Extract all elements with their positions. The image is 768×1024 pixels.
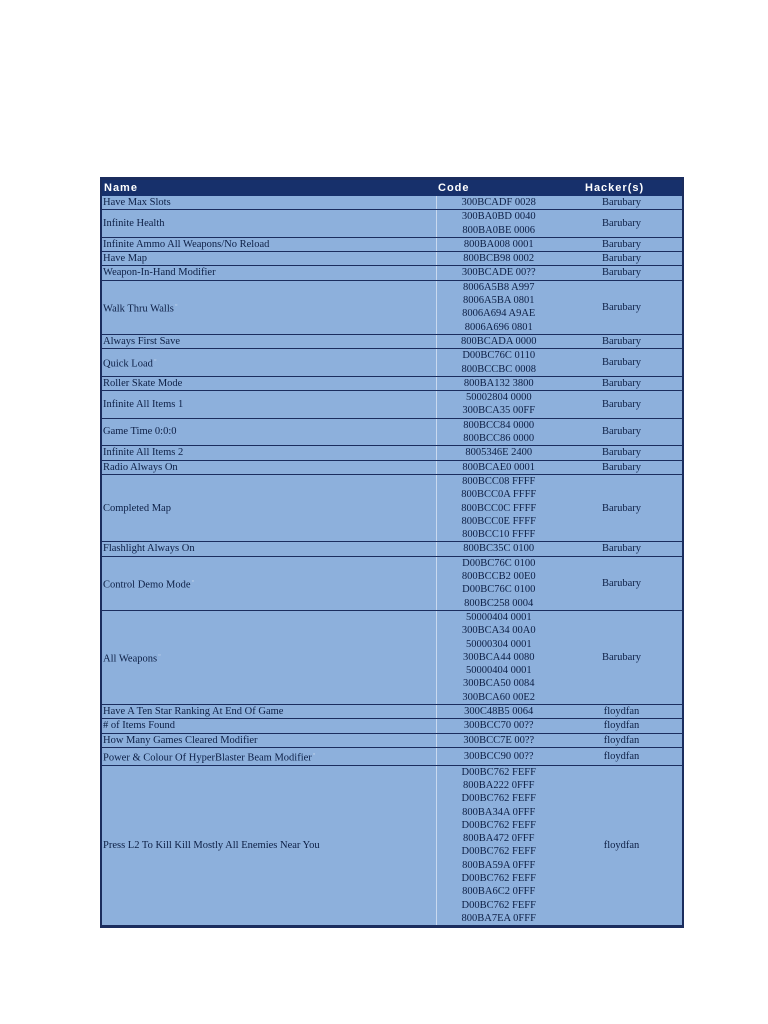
code-line: 300BCA34 00A0 [461, 625, 536, 637]
code-line: D00BC762 FEFF [461, 766, 536, 778]
code-line: 800BA008 0001 [463, 238, 534, 250]
cell-code [436, 418, 560, 446]
code-line: 800BCB98 0002 [463, 253, 535, 265]
cell-hacker: Barubary [560, 376, 682, 390]
code-line: 8006A5BA 0801 [463, 295, 535, 307]
code-line: 800BCADA 0000 [460, 335, 537, 347]
code-line: 800BA7EA 0FFF [461, 912, 536, 924]
cell-code [436, 349, 560, 377]
cell-hacker: Barubary [560, 266, 682, 280]
cell-name [102, 747, 436, 765]
code-line: 800BA0BE 0006 [462, 224, 536, 236]
cell-code [436, 474, 560, 541]
cell-hacker: Barubary [560, 474, 682, 541]
code-line: 800BCC84 0000 [463, 419, 535, 431]
cell-hacker: Barubary [560, 460, 682, 474]
cell-hacker: Barubary [560, 196, 682, 210]
code-line: D00BC762 FEFF [461, 899, 536, 911]
cell-name [102, 266, 436, 280]
cheat-name: Roller Skate Mode [103, 377, 183, 389]
cell-name [102, 610, 436, 704]
cell-name [102, 210, 436, 238]
cell-hacker: Barubary [560, 210, 682, 238]
cheat-name: Infinite Health [103, 217, 165, 229]
code-line: 800BC258 0004 [464, 597, 534, 609]
cell-code [436, 252, 560, 266]
table-row [102, 252, 682, 266]
cell-code [436, 460, 560, 474]
comment-marker-icon: ▫ [174, 300, 178, 309]
cheat-name: How Many Games Cleared Modifier [103, 734, 258, 746]
comment-marker-icon: ▫ [191, 576, 194, 585]
cheat-name: Flashlight Always On [103, 543, 195, 555]
code-line: 800BCC10 FFFF [462, 529, 536, 541]
cell-name [102, 446, 436, 460]
table-row [102, 349, 682, 377]
code-line: 800BCAE0 0001 [462, 461, 536, 473]
code-line: 300BCA50 0084 [463, 678, 535, 690]
cheat-name: # of Items Found [103, 720, 176, 732]
cell-code [436, 334, 560, 348]
table-row [102, 210, 682, 238]
cell-name [102, 280, 436, 334]
cheat-name: Have A Ten Star Ranking At End Of Game [103, 705, 284, 717]
cell-hacker: Barubary [560, 334, 682, 348]
comment-marker-icon: ▫ [158, 651, 161, 660]
cheat-name: Completed Map [103, 502, 171, 514]
cell-name [102, 391, 436, 419]
code-line: 300BCADF 0028 [461, 197, 536, 208]
code-line: 800BA34A 0FFF [462, 806, 536, 818]
code-line: 800BCC08 FFFF [462, 475, 536, 487]
cell-name [102, 418, 436, 446]
cell-name [102, 765, 436, 926]
cell-code [436, 747, 560, 765]
code-line: 300BCC90 00?? [463, 750, 534, 762]
cheat-name: All Weapons [103, 653, 158, 665]
cheat-name: Always First Save [103, 335, 180, 347]
table-row [102, 266, 682, 280]
code-line: 800BA59A 0FFF [462, 859, 536, 871]
table-row [102, 376, 682, 390]
column-header-name: Name [102, 180, 436, 196]
code-line: 300BCA35 00FF [462, 405, 536, 417]
cheat-name: Game Time 0:0:0 [103, 426, 177, 438]
cell-hacker: floydfan [560, 704, 682, 718]
cheat-name: Infinite Ammo All Weapons/No Reload [103, 238, 270, 250]
table-row [102, 237, 682, 251]
cell-name [102, 196, 436, 210]
code-line: D00BC762 FEFF [461, 793, 536, 805]
table-row [102, 733, 682, 747]
code-line: 300BCADE 00?? [461, 267, 536, 279]
cell-name [102, 542, 436, 556]
cell-hacker: Barubary [560, 610, 682, 704]
code-line: D00BC76C 0110 [462, 350, 536, 362]
cell-code [436, 733, 560, 747]
comment-marker-icon: ▫ [312, 749, 316, 758]
cell-code [436, 446, 560, 460]
cell-hacker: Barubary [560, 446, 682, 460]
cheat-name: Power & Colour Of HyperBlaster Beam Modifier [103, 752, 312, 764]
cell-name [102, 349, 436, 377]
cell-hacker: floydfan [560, 765, 682, 926]
code-line: D00BC76C 0100 [462, 557, 536, 569]
cell-code [436, 704, 560, 718]
cell-code [436, 237, 560, 251]
table-row [102, 418, 682, 446]
code-line: D00BC762 FEFF [461, 873, 536, 885]
code-line: 8006A696 0801 [464, 321, 533, 333]
code-line: 300C48B5 0064 [464, 705, 534, 717]
code-line: 8006A694 A9AE [462, 308, 536, 320]
code-line: 300BCC7E 00?? [463, 734, 535, 746]
cell-name [102, 334, 436, 348]
code-line: D00BC76C 0100 [462, 584, 536, 596]
code-line: 800BCCBC 0008 [461, 363, 536, 375]
table-row [102, 391, 682, 419]
cell-hacker: Barubary [560, 252, 682, 266]
cell-name [102, 733, 436, 747]
cell-code [436, 376, 560, 390]
code-line: 300BCC70 00?? [463, 720, 534, 732]
cheat-name: Infinite All Items 1 [103, 398, 184, 410]
header-row [102, 180, 682, 196]
table-row [102, 765, 682, 926]
table-row [102, 719, 682, 733]
cheat-name: Have Map [103, 253, 148, 265]
cell-hacker: floydfan [560, 719, 682, 733]
cell-name [102, 704, 436, 718]
cell-hacker: floydfan [560, 747, 682, 765]
cell-code [436, 196, 560, 210]
cell-name [102, 376, 436, 390]
cheat-name: Weapon-In-Hand Modifier [103, 267, 216, 279]
cell-hacker: Barubary [560, 556, 682, 610]
cheat-name: Press L2 To Kill Kill Mostly All Enemies Near You [103, 839, 320, 851]
column-header-hackers: Hacker(s) [560, 180, 682, 196]
table-row [102, 446, 682, 460]
code-line: 800BA132 3800 [463, 377, 534, 389]
code-line: 800BCC0C FFFF [461, 502, 537, 514]
cheat-codes-table [102, 180, 682, 926]
code-line: 8006A5B8 A997 [463, 281, 535, 293]
code-line: 300BA0BD 0040 [461, 211, 536, 223]
column-header-code: Code [436, 180, 560, 196]
table-row [102, 474, 682, 541]
cheat-name: Walk Thru Walls [103, 303, 174, 315]
cheat-name: Quick Load [103, 358, 153, 370]
cell-name [102, 719, 436, 733]
cell-hacker: Barubary [560, 542, 682, 556]
cell-hacker: Barubary [560, 418, 682, 446]
cell-hacker: Barubary [560, 237, 682, 251]
code-line: 800BCC86 0000 [463, 433, 535, 445]
cell-name [102, 252, 436, 266]
cheat-name: Radio Always On [103, 461, 178, 473]
code-line: 800BA222 0FFF [463, 779, 535, 791]
cell-hacker: Barubary [560, 280, 682, 334]
cell-name [102, 460, 436, 474]
code-line: 800BC35C 0100 [463, 543, 535, 555]
cell-name [102, 237, 436, 251]
table-row [102, 542, 682, 556]
code-line: D00BC762 FEFF [461, 819, 536, 831]
table-row [102, 556, 682, 610]
code-line: 50000404 0001 [465, 665, 532, 677]
cell-hacker: Barubary [560, 391, 682, 419]
code-line: 50000404 0001 [465, 611, 532, 623]
cell-code [436, 280, 560, 334]
table-row [102, 704, 682, 718]
cell-code [436, 610, 560, 704]
table-row [102, 280, 682, 334]
table-body [102, 196, 682, 926]
code-line: D00BC762 FEFF [461, 846, 536, 858]
cheat-codes-table-panel [100, 177, 684, 928]
table-row [102, 460, 682, 474]
code-line: 800BCCB2 00E0 [461, 571, 536, 583]
table-row [102, 334, 682, 348]
code-line: 800BA6C2 0FFF [462, 886, 536, 898]
cell-name [102, 474, 436, 541]
cheat-name: Have Max Slots [103, 197, 171, 208]
cell-code [436, 210, 560, 238]
code-line: 300BCA44 0080 [463, 651, 535, 663]
cell-name [102, 556, 436, 610]
table-row [102, 747, 682, 765]
cell-code [436, 266, 560, 280]
cell-code [436, 719, 560, 733]
code-line: 300BCA60 00E2 [462, 691, 536, 703]
cell-code [436, 765, 560, 926]
comment-marker-icon: ▫ [153, 356, 157, 365]
cell-code [436, 391, 560, 419]
cell-code [436, 556, 560, 610]
cell-hacker: Barubary [560, 349, 682, 377]
code-line: 800BCC0A FFFF [461, 489, 537, 501]
cheat-name: Control Demo Mode [103, 579, 191, 591]
table-row [102, 196, 682, 210]
code-line: 8005346E 2400 [465, 447, 533, 459]
cheat-name: Infinite All Items 2 [103, 447, 184, 459]
cell-hacker: floydfan [560, 733, 682, 747]
table-row [102, 610, 682, 704]
code-line: 50002804 0000 [465, 392, 532, 404]
code-line: 50000304 0001 [465, 638, 532, 650]
code-line: 800BCC0E FFFF [461, 515, 536, 527]
code-line: 800BA472 0FFF [463, 833, 535, 845]
cell-code [436, 542, 560, 556]
table-header [102, 180, 682, 196]
